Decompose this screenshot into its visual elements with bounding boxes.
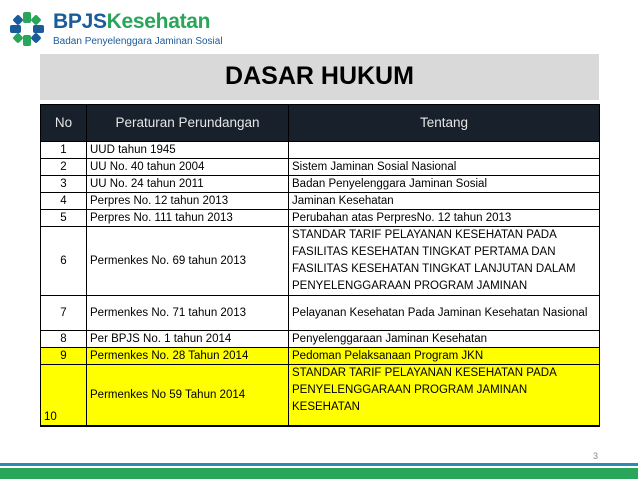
- table-row: [41, 142, 600, 159]
- logo-title: BPJSKesehatan: [53, 10, 211, 33]
- row-peraturan: UU No. 40 tahun 2004: [87, 159, 289, 176]
- footer-stripe-green: [0, 468, 638, 479]
- row-no: 9: [41, 348, 87, 365]
- row-no: 6: [41, 227, 87, 296]
- row-peraturan: [87, 426, 289, 427]
- row-tentang: Sistem Jaminan Sosial Nasional: [289, 159, 600, 176]
- row-no: 1: [41, 142, 87, 159]
- page-number: 3: [592, 451, 598, 461]
- header-tentang: Tentang: [289, 105, 600, 142]
- row-tentang: Penyelenggaraan Jaminan Kesehatan: [289, 331, 600, 348]
- row-no: 3: [41, 176, 87, 193]
- logo-subtitle: Badan Penyelenggara Jaminan Sosial: [53, 36, 223, 47]
- row-peraturan: Permenkes No. 71 tahun 2013: [87, 296, 289, 331]
- row-tentang: STANDAR TARIF PELAYANAN KESEHATAN PADA PENYELENGGARAAN PROGRAM JAMINAN KESEHATAN: [289, 365, 600, 426]
- row-peraturan: Permenkes No. 28 Tahun 2014: [87, 348, 289, 365]
- table-row: [41, 227, 600, 296]
- header-peraturan: Peraturan Perundangan: [87, 105, 289, 142]
- table-row: [41, 159, 600, 176]
- table-row: [41, 193, 600, 210]
- row-peraturan: Permenkes No. 69 tahun 2013: [87, 227, 289, 296]
- row-tentang: Badan Penyelenggara Jaminan Sosial: [289, 176, 600, 193]
- row-peraturan: Per BPJS No. 1 tahun 2014: [87, 331, 289, 348]
- row-no: 8: [41, 331, 87, 348]
- bpjs-logo: [8, 8, 248, 50]
- row-peraturan: Perpres No. 12 tahun 2013: [87, 193, 289, 210]
- row-tentang: [289, 142, 600, 159]
- row-tentang: Jaminan Kesehatan: [289, 193, 600, 210]
- row-no: 4: [41, 193, 87, 210]
- table-row: [41, 210, 600, 227]
- row-peraturan: Perpres No. 111 tahun 2013: [87, 210, 289, 227]
- legal-basis-table: [40, 104, 600, 427]
- row-tentang: STANDAR TARIF PELAYANAN KESEHATAN PADA FASILITAS KESEHATAN TINGKAT PERTAMA DAN FASILITAS KESEHATAN TINGKAT LANJUTAN DALAM PENYELENGGARAAN PROGRAM JAMINAN: [289, 227, 600, 296]
- table-row: [41, 176, 600, 193]
- row-tentang: Perubahan atas PerpresNo. 12 tahun 2013: [289, 210, 600, 227]
- footer-stripe-blue: [0, 463, 638, 466]
- title-bar: [40, 54, 599, 100]
- bpjs-logo-icon: [8, 10, 46, 48]
- row-peraturan: Permenkes No 59 Tahun 2014: [87, 365, 289, 426]
- row-no: [41, 426, 87, 427]
- table-row: [41, 331, 600, 348]
- row-no: 7: [41, 296, 87, 331]
- row-tentang: Pedoman Pelaksanaan Program JKN: [289, 348, 600, 365]
- header-no: No: [41, 105, 87, 142]
- row-no: 5: [41, 210, 87, 227]
- table-row-highlighted: [41, 365, 600, 426]
- row-no: 10: [41, 365, 87, 426]
- row-peraturan: UU No. 24 tahun 2011: [87, 176, 289, 193]
- table-header-row: [41, 105, 600, 142]
- row-peraturan: UUD tahun 1945: [87, 142, 289, 159]
- table-row-highlighted: [41, 348, 600, 365]
- row-no: 2: [41, 159, 87, 176]
- slide-title: DASAR HUKUM: [225, 62, 414, 90]
- table-row: [41, 296, 600, 331]
- table-row: [41, 426, 600, 427]
- row-tentang: [289, 426, 600, 427]
- row-tentang: Pelayanan Kesehatan Pada Jaminan Kesehatan Nasional: [289, 296, 600, 331]
